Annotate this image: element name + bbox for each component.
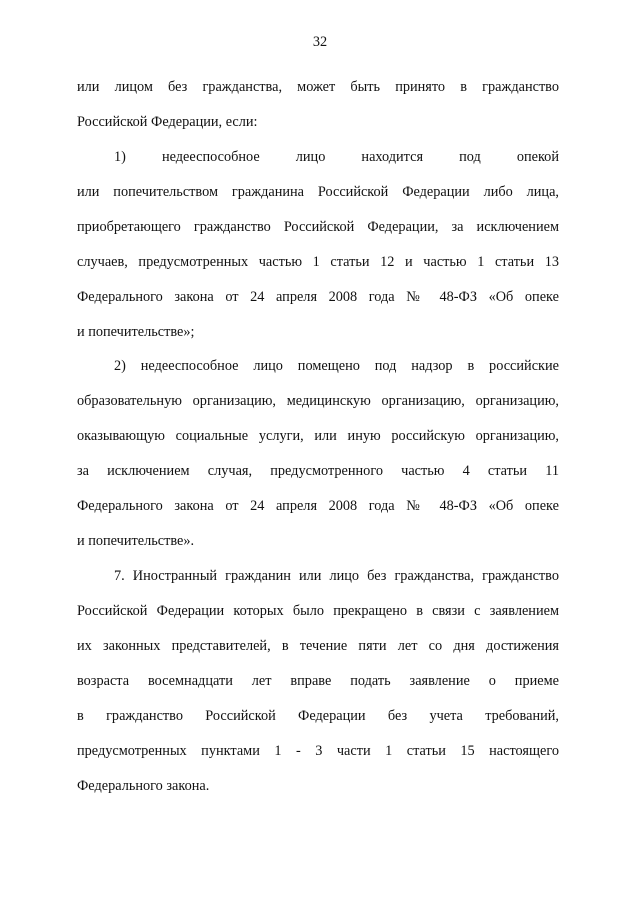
text-line: Федерального закона от 24 апреля 2008 года № 48-ФЗ «Об опеке — [77, 498, 559, 514]
text-line: 1) недееспособное лицо находится под опекой — [114, 149, 559, 165]
text-line: за исключением случая, предусмотренного частью 4 статьи 11 — [77, 463, 559, 479]
text-line: случаев, предусмотренных частью 1 статьи 12 и частью 1 статьи 13 — [77, 254, 559, 270]
text-line: или лицом без гражданства, может быть принято в гражданство — [77, 79, 559, 95]
text-line: и попечительстве». — [77, 533, 195, 549]
text-line: 2) недееспособное лицо помещено под надзор в российские — [114, 358, 559, 374]
text-line: и попечительстве»; — [77, 324, 195, 340]
text-line: Федерального закона от 24 апреля 2008 года № 48-ФЗ «Об опеке — [77, 289, 559, 305]
text-line: образовательную организацию, медицинскую организацию, организацию, — [77, 393, 559, 409]
text-line: предусмотренных пунктами 1 - 3 части 1 статьи 15 настоящего — [77, 743, 559, 759]
text-line: возраста восемнадцати лет вправе подать заявление о приеме — [77, 673, 559, 689]
text-line: или попечительством гражданина Российской Федерации либо лица, — [77, 184, 559, 200]
text-line: в гражданство Российской Федерации без учета требований, — [77, 708, 559, 724]
text-line: Российской Федерации которых было прекращено в связи с заявлением — [77, 603, 559, 619]
text-line: Российской Федерации, если: — [77, 114, 258, 130]
text-line: приобретающего гражданство Российской Федерации, за исключением — [77, 219, 559, 235]
text-line: их законных представителей, в течение пяти лет со дня достижения — [77, 638, 559, 654]
text-line: оказывающую социальные услуги, или иную российскую организацию, — [77, 428, 559, 444]
text-line: Федерального закона. — [77, 778, 210, 794]
text-line: 7. Иностранный гражданин или лицо без гражданства, гражданство — [114, 568, 559, 584]
page-number: 32 — [312, 34, 328, 50]
